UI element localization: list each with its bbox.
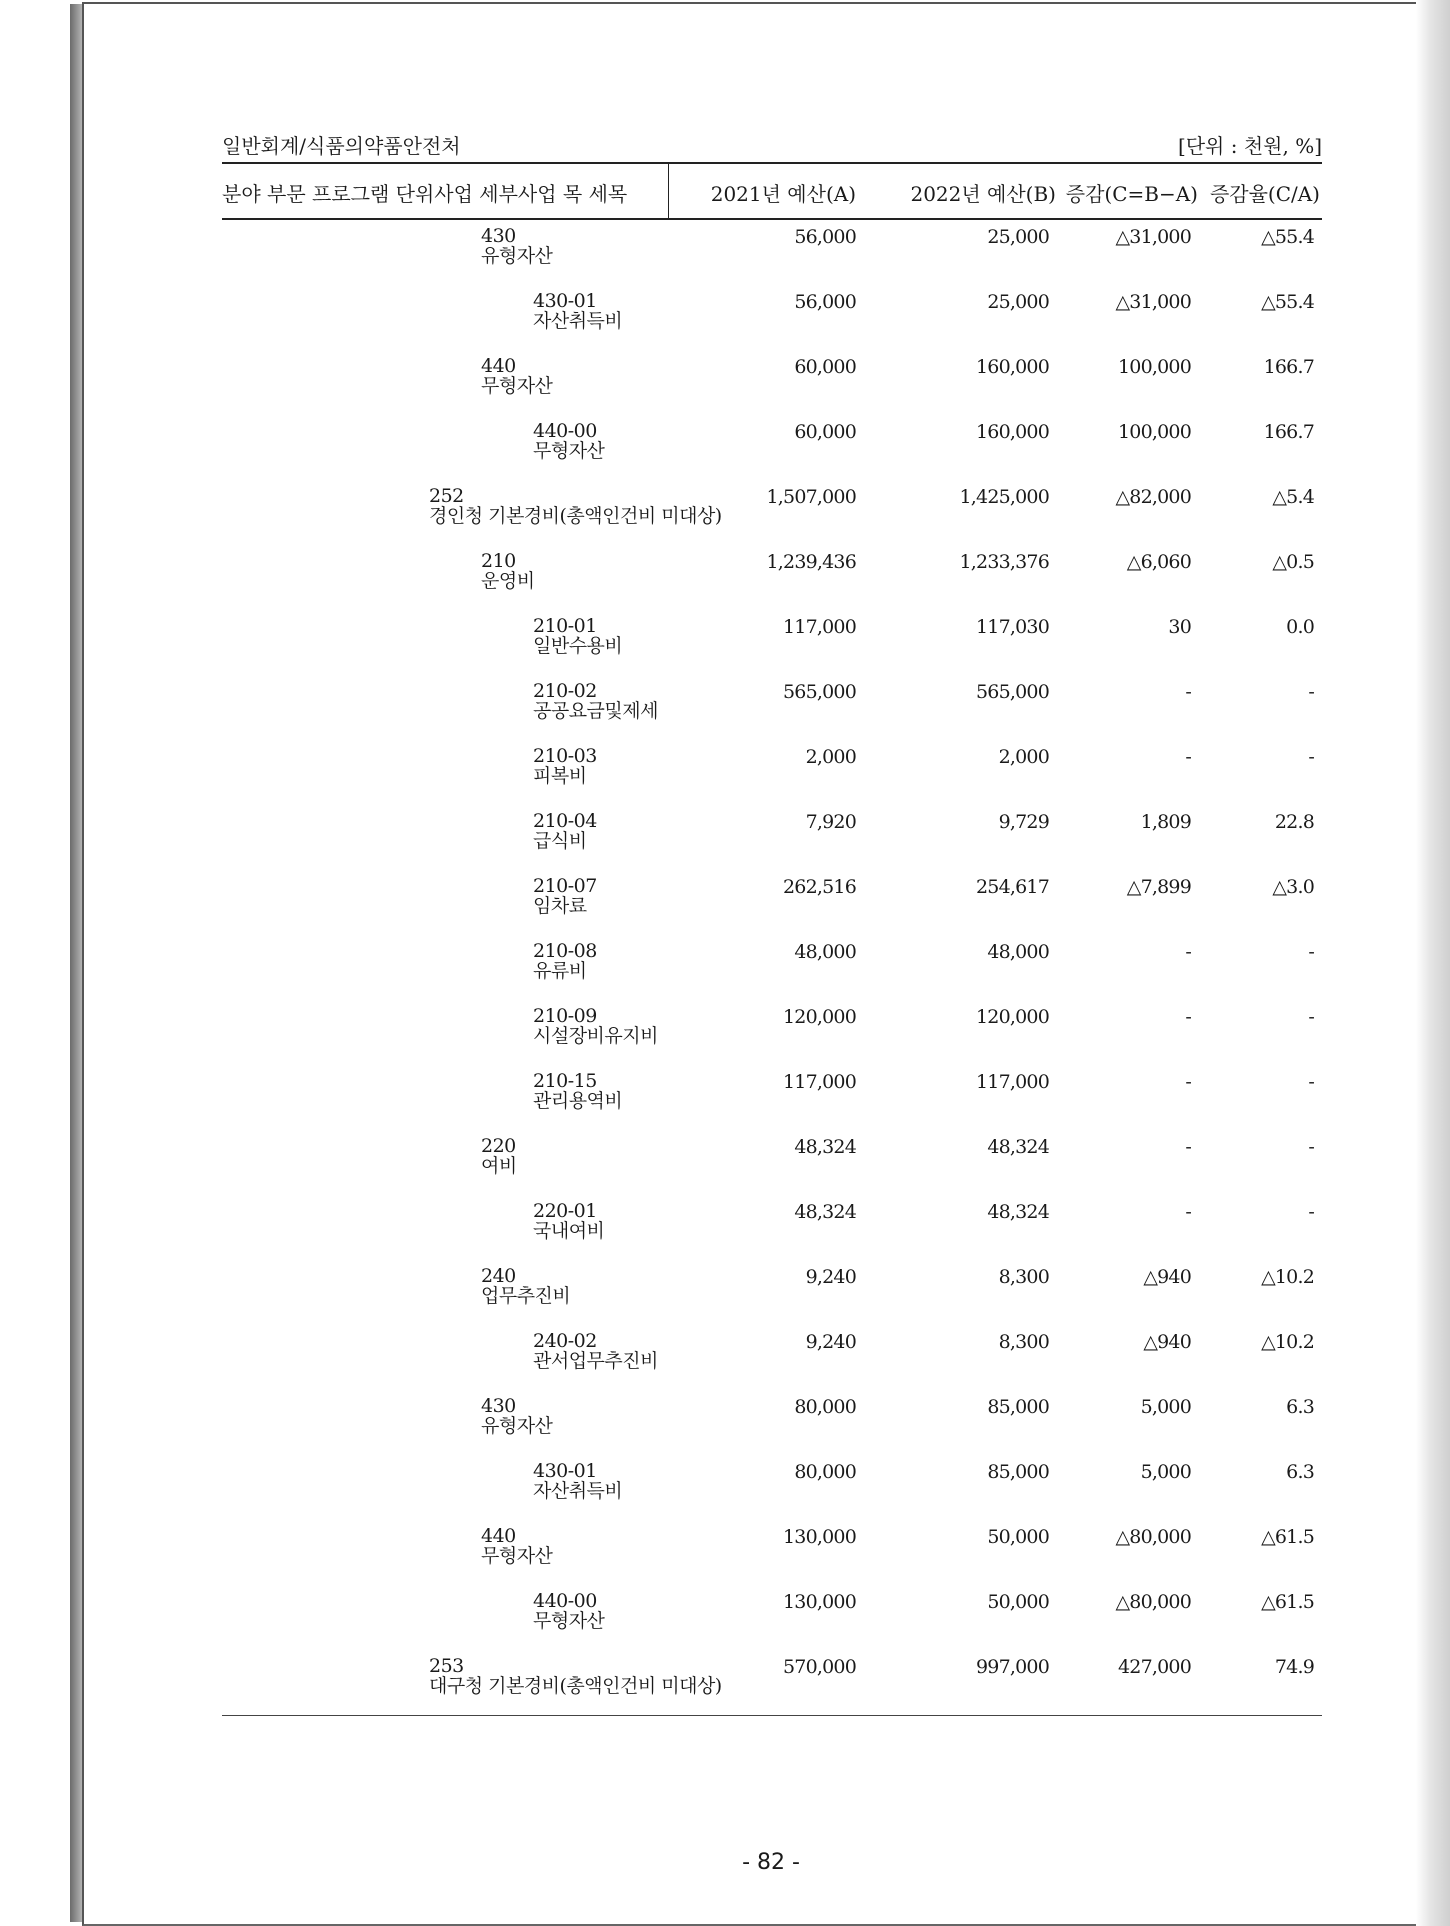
row-label <box>533 681 658 721</box>
change-rate-value: 166.7 <box>1263 421 1314 443</box>
change-value: △82,000 <box>1115 486 1191 508</box>
row-name: 급식비 <box>533 830 587 852</box>
change-rate-value: 6.3 <box>1286 1461 1314 1483</box>
row-name: 여비 <box>481 1155 517 1177</box>
table-header <box>222 162 1322 220</box>
budget-2021-value: 48,000 <box>794 941 856 963</box>
budget-2021-value: 1,507,000 <box>766 486 856 508</box>
row-name: 무형자산 <box>533 1610 605 1632</box>
change-rate-value: - <box>1308 1006 1314 1028</box>
document-header <box>222 130 1322 162</box>
table-row <box>222 285 1322 350</box>
row-name: 유류비 <box>533 960 587 982</box>
budget-2021-value: 7,920 <box>805 811 856 833</box>
row-code: 430 <box>481 225 516 247</box>
row-code: 253 <box>429 1655 464 1677</box>
change-rate-value: △0.5 <box>1272 551 1314 573</box>
row-code: 440 <box>481 1525 516 1547</box>
table-row <box>222 610 1322 675</box>
row-label <box>429 486 722 526</box>
column-header-change-rate: 증감율(C/A) <box>1209 182 1320 206</box>
budget-2022-value: 117,030 <box>976 616 1049 638</box>
row-code: 430 <box>481 1395 516 1417</box>
budget-table <box>222 162 1322 1716</box>
row-code: 210 <box>481 550 516 572</box>
budget-2022-value: 85,000 <box>987 1461 1049 1483</box>
header-organization: 일반회계/식품의약품안전처 <box>222 134 461 158</box>
budget-2022-value: 160,000 <box>976 356 1049 378</box>
budget-2022-value: 9,729 <box>998 811 1049 833</box>
budget-2021-value: 117,000 <box>783 616 856 638</box>
row-label <box>533 811 597 851</box>
change-value: △80,000 <box>1115 1591 1191 1613</box>
row-code: 240-02 <box>533 1330 597 1352</box>
change-rate-value: △5.4 <box>1272 486 1314 508</box>
change-rate-value: - <box>1308 1201 1314 1223</box>
change-rate-value: △55.4 <box>1261 291 1314 313</box>
row-name: 무형자산 <box>533 440 605 462</box>
row-label <box>533 1331 658 1371</box>
row-label <box>481 1396 552 1436</box>
table-row <box>222 935 1322 1000</box>
row-code: 430-01 <box>533 290 597 312</box>
change-value: △940 <box>1143 1331 1191 1353</box>
change-rate-value: - <box>1308 681 1314 703</box>
row-label <box>481 1266 570 1306</box>
table-row <box>222 1325 1322 1390</box>
row-label <box>481 1526 552 1566</box>
change-value: 427,000 <box>1118 1656 1191 1678</box>
row-name: 관리용역비 <box>533 1090 623 1112</box>
change-rate-value: △10.2 <box>1261 1331 1314 1353</box>
header-divider <box>668 164 669 218</box>
column-header-category: 분야 부문 프로그램 단위사업 세부사업 목 세목 <box>222 182 628 206</box>
change-rate-value: - <box>1308 1136 1314 1158</box>
row-code: 210-09 <box>533 1005 597 1027</box>
table-row <box>222 545 1322 610</box>
table-row <box>222 1390 1322 1455</box>
change-value: - <box>1185 1006 1191 1028</box>
budget-2022-value: 1,425,000 <box>959 486 1049 508</box>
budget-2021-value: 9,240 <box>805 1266 856 1288</box>
budget-2021-value: 130,000 <box>783 1526 856 1548</box>
table-row <box>222 870 1322 935</box>
budget-2021-value: 56,000 <box>794 226 856 248</box>
row-name: 업무추진비 <box>481 1285 571 1307</box>
table-row <box>222 415 1322 480</box>
change-value: △6,060 <box>1126 551 1191 573</box>
budget-2022-value: 2,000 <box>998 746 1049 768</box>
table-row <box>222 1130 1322 1195</box>
budget-2021-value: 570,000 <box>783 1656 856 1678</box>
table-row <box>222 675 1322 740</box>
budget-2021-value: 130,000 <box>783 1591 856 1613</box>
table-row <box>222 220 1322 285</box>
table-row <box>222 350 1322 415</box>
change-value: - <box>1185 1071 1191 1093</box>
budget-2022-value: 50,000 <box>987 1591 1049 1613</box>
row-label <box>533 1591 604 1631</box>
change-rate-value: 0.0 <box>1286 616 1314 638</box>
budget-2022-value: 48,000 <box>987 941 1049 963</box>
budget-2021-value: 120,000 <box>783 1006 856 1028</box>
row-code: 210-01 <box>533 615 597 637</box>
budget-2022-value: 50,000 <box>987 1526 1049 1548</box>
row-code: 430-01 <box>533 1460 597 1482</box>
row-code: 440-00 <box>533 1590 597 1612</box>
budget-2021-value: 60,000 <box>794 421 856 443</box>
table-body <box>222 220 1322 1716</box>
column-header-2022: 2022년 예산(B) <box>910 182 1056 206</box>
change-rate-value: △61.5 <box>1261 1526 1314 1548</box>
row-label <box>533 746 597 786</box>
budget-2021-value: 117,000 <box>783 1071 856 1093</box>
budget-2022-value: 85,000 <box>987 1396 1049 1418</box>
change-rate-value: △10.2 <box>1261 1266 1314 1288</box>
row-label <box>533 941 597 981</box>
budget-2022-value: 48,324 <box>987 1136 1049 1158</box>
row-label <box>533 1201 604 1241</box>
row-name: 피복비 <box>533 765 587 787</box>
row-name: 무형자산 <box>481 375 553 397</box>
column-header-2021: 2021년 예산(A) <box>710 182 856 206</box>
budget-2022-value: 160,000 <box>976 421 1049 443</box>
row-label <box>481 226 552 266</box>
row-name: 유형자산 <box>481 1415 553 1437</box>
row-label <box>533 876 597 916</box>
budget-2022-value: 117,000 <box>976 1071 1049 1093</box>
budget-2022-value: 25,000 <box>987 291 1049 313</box>
row-code: 210-08 <box>533 940 597 962</box>
change-value: - <box>1185 746 1191 768</box>
change-rate-value: 6.3 <box>1286 1396 1314 1418</box>
page-number: - 82 - <box>742 1850 800 1875</box>
row-code: 220 <box>481 1135 516 1157</box>
budget-2021-value: 48,324 <box>794 1201 856 1223</box>
change-rate-value: 166.7 <box>1263 356 1314 378</box>
row-code: 440-00 <box>533 420 597 442</box>
budget-2022-value: 8,300 <box>998 1266 1049 1288</box>
change-value: 5,000 <box>1140 1461 1191 1483</box>
column-header-change: 증감(C=B−A) <box>1065 182 1198 206</box>
budget-2022-value: 25,000 <box>987 226 1049 248</box>
row-code: 210-15 <box>533 1070 597 1092</box>
row-name: 국내여비 <box>533 1220 605 1242</box>
change-value: △7,899 <box>1126 876 1191 898</box>
budget-2022-value: 48,324 <box>987 1201 1049 1223</box>
change-value: 5,000 <box>1140 1396 1191 1418</box>
budget-2021-value: 565,000 <box>783 681 856 703</box>
row-label <box>533 616 622 656</box>
table-row <box>222 1195 1322 1260</box>
table-row <box>222 1065 1322 1130</box>
budget-2021-value: 80,000 <box>794 1461 856 1483</box>
budget-2021-value: 80,000 <box>794 1396 856 1418</box>
change-rate-value: - <box>1308 941 1314 963</box>
budget-2021-value: 9,240 <box>805 1331 856 1353</box>
row-name: 무형자산 <box>481 1545 553 1567</box>
budget-2021-value: 60,000 <box>794 356 856 378</box>
row-label <box>481 551 535 591</box>
budget-2021-value: 2,000 <box>805 746 856 768</box>
row-label <box>533 1071 622 1111</box>
row-name: 유형자산 <box>481 245 553 267</box>
budget-2021-value: 48,324 <box>794 1136 856 1158</box>
row-name: 임차료 <box>533 895 587 917</box>
change-value: 100,000 <box>1118 421 1191 443</box>
budget-2021-value: 1,239,436 <box>766 551 856 573</box>
row-label <box>533 1006 658 1046</box>
row-name: 자산취득비 <box>533 310 623 332</box>
budget-2021-value: 262,516 <box>783 876 856 898</box>
table-row <box>222 1650 1322 1715</box>
row-name: 자산취득비 <box>533 1480 623 1502</box>
row-name: 운영비 <box>481 570 535 592</box>
change-value: 30 <box>1168 616 1191 638</box>
row-label <box>429 1656 722 1696</box>
header-unit: [단위 : 천원, %] <box>1177 134 1322 158</box>
table-row <box>222 480 1322 545</box>
budget-2022-value: 8,300 <box>998 1331 1049 1353</box>
table-row <box>222 1520 1322 1585</box>
row-name: 일반수용비 <box>533 635 623 657</box>
row-name: 공공요금및제세 <box>533 700 658 722</box>
budget-2022-value: 1,233,376 <box>959 551 1049 573</box>
row-code: 220-01 <box>533 1200 597 1222</box>
table-row <box>222 740 1322 805</box>
budget-2022-value: 120,000 <box>976 1006 1049 1028</box>
change-value: 1,809 <box>1140 811 1191 833</box>
budget-2022-value: 565,000 <box>976 681 1049 703</box>
change-value: △31,000 <box>1115 226 1191 248</box>
row-name: 시설장비유지비 <box>533 1025 658 1047</box>
table-row <box>222 1455 1322 1520</box>
change-value: - <box>1185 1136 1191 1158</box>
change-value: △80,000 <box>1115 1526 1191 1548</box>
row-code: 210-03 <box>533 745 597 767</box>
row-code: 240 <box>481 1265 516 1287</box>
row-name: 관서업무추진비 <box>533 1350 658 1372</box>
change-rate-value: △55.4 <box>1261 226 1314 248</box>
row-code: 210-04 <box>533 810 597 832</box>
table-row <box>222 1585 1322 1650</box>
change-rate-value: - <box>1308 1071 1314 1093</box>
change-value: - <box>1185 941 1191 963</box>
row-label <box>533 421 604 461</box>
change-rate-value: △61.5 <box>1261 1591 1314 1613</box>
change-value: △31,000 <box>1115 291 1191 313</box>
row-code: 210-02 <box>533 680 597 702</box>
change-value: - <box>1185 1201 1191 1223</box>
change-rate-value: - <box>1308 746 1314 768</box>
table-row <box>222 805 1322 870</box>
change-value: 100,000 <box>1118 356 1191 378</box>
row-label <box>533 291 622 331</box>
change-rate-value: 22.8 <box>1274 811 1314 833</box>
table-row <box>222 1000 1322 1065</box>
row-label <box>481 356 552 396</box>
row-label <box>533 1461 622 1501</box>
budget-2021-value: 56,000 <box>794 291 856 313</box>
page-edge-shadow <box>1416 0 1450 1926</box>
row-name: 경인청 기본경비(총액인건비 미대상) <box>429 505 722 527</box>
change-rate-value: △3.0 <box>1272 876 1314 898</box>
table-row <box>222 1260 1322 1325</box>
change-value: △940 <box>1143 1266 1191 1288</box>
row-code: 210-07 <box>533 875 597 897</box>
change-rate-value: 74.9 <box>1274 1656 1314 1678</box>
row-code: 440 <box>481 355 516 377</box>
change-value: - <box>1185 681 1191 703</box>
budget-2022-value: 997,000 <box>976 1656 1049 1678</box>
budget-2022-value: 254,617 <box>976 876 1049 898</box>
row-label <box>481 1136 517 1176</box>
row-code: 252 <box>429 485 464 507</box>
row-name: 대구청 기본경비(총액인건비 미대상) <box>429 1675 722 1697</box>
